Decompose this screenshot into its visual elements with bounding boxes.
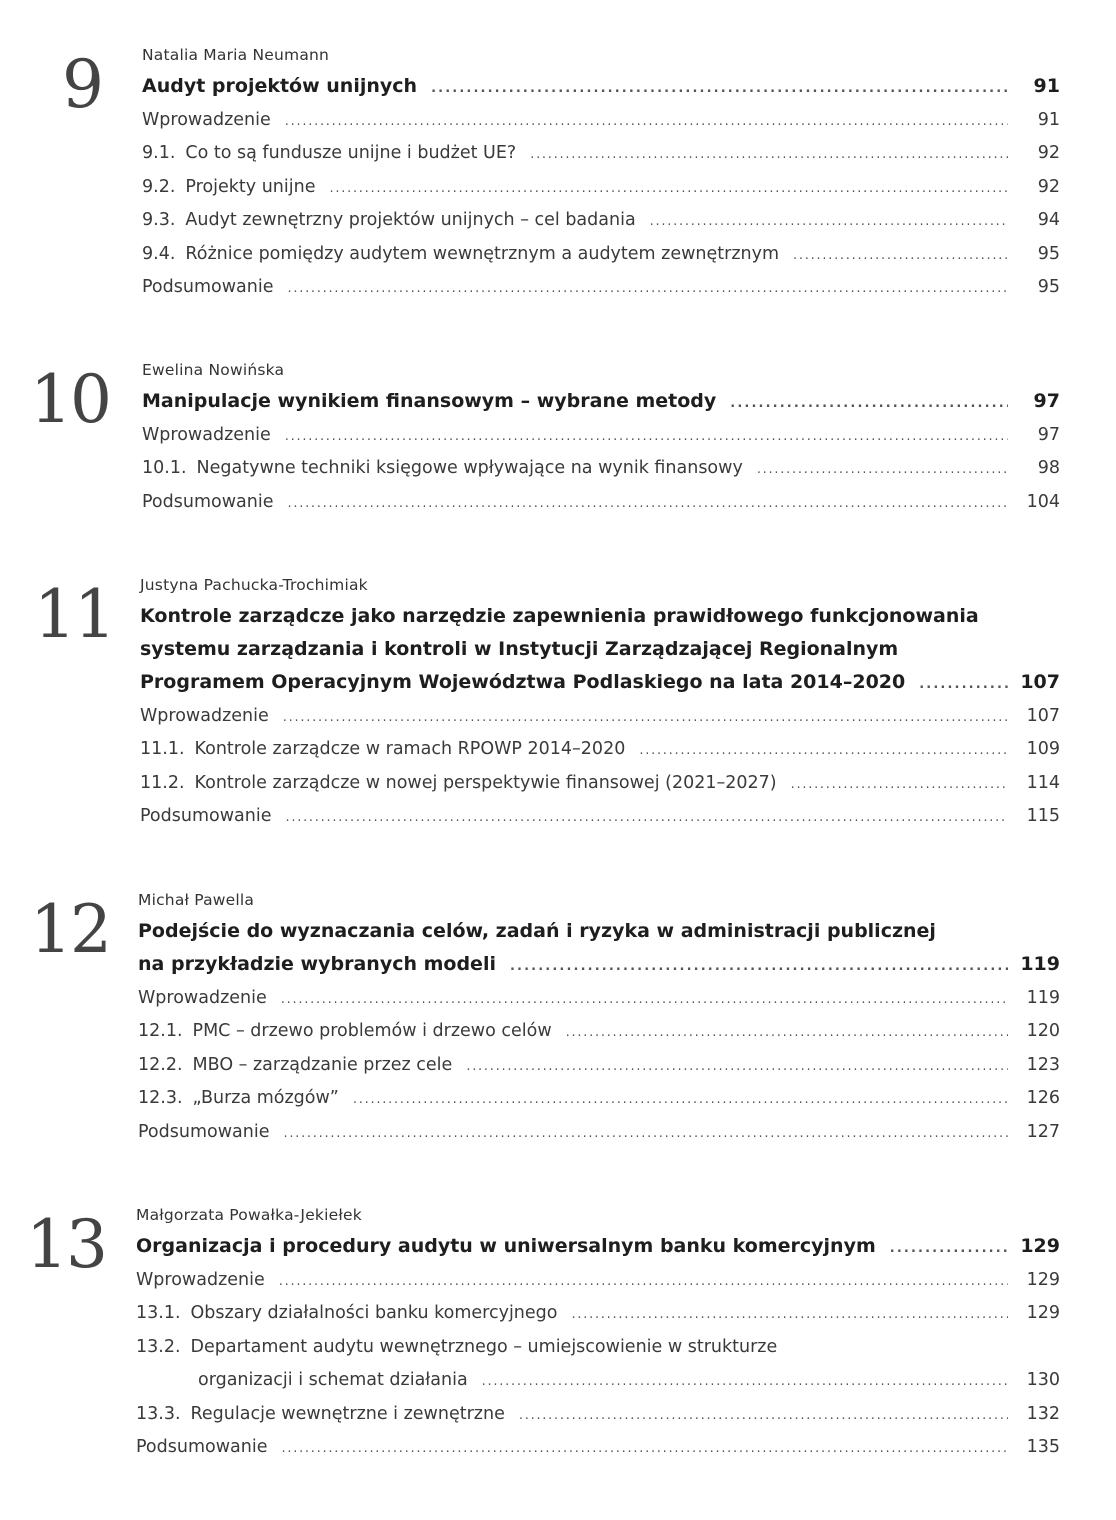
dot-leader — [571, 1298, 1008, 1332]
dot-leader — [329, 172, 1008, 206]
page-number: 107 — [1026, 705, 1060, 726]
dot-leader — [791, 768, 1008, 802]
toc-entry-label: Podsumowanie — [138, 1121, 270, 1142]
page-number: 127 — [1026, 1121, 1060, 1142]
page-number: 92 — [1037, 176, 1060, 197]
toc-entry-label: Negatywne techniki księgowe wpływające na wynik finansowy — [196, 458, 743, 478]
dot-leader — [279, 1265, 1008, 1299]
page-number: 95 — [1037, 277, 1060, 297]
toc-entry-label: Wprowadzenie — [138, 987, 267, 1008]
dot-leader — [285, 801, 1008, 835]
chapter-title-label: Manipulacje wynikiem finansowym – wybrane metody — [142, 390, 717, 412]
toc-entry-label: „Burza mózgów” — [192, 1088, 339, 1108]
section-number: 11.2. — [140, 772, 185, 793]
page-number: 95 — [1037, 243, 1060, 264]
dot-leader — [919, 668, 1008, 702]
dot-leader — [510, 950, 1008, 984]
toc-entry[interactable] — [140, 767, 1060, 801]
dot-leader — [281, 1432, 1008, 1466]
section-number: 10.1. — [142, 458, 187, 478]
section-number: 12.2. — [138, 1054, 183, 1075]
toc-entry[interactable] — [136, 1431, 1060, 1465]
toc-entry-label: MBO – zarządzanie przez cele — [192, 1054, 453, 1075]
toc-entry[interactable] — [142, 238, 1060, 272]
chapter-title[interactable] — [142, 385, 1060, 419]
chapter-title-label: na przykładzie wybranych modeli — [138, 953, 496, 975]
toc-entry[interactable] — [140, 800, 1060, 834]
dot-leader — [431, 72, 1008, 106]
dot-leader — [730, 387, 1008, 421]
toc-entry-label: Różnice pomiędzy audytem wewnętrznym a audytem zewnętrznym — [185, 243, 780, 264]
section-number: 9.1. — [142, 143, 176, 163]
toc-entry[interactable] — [136, 1297, 1060, 1331]
toc-entry[interactable] — [142, 171, 1060, 205]
chapter-author: Michał Pawella — [138, 891, 255, 909]
section-number: 13.3. — [136, 1403, 181, 1424]
dot-leader — [639, 734, 1008, 768]
page-number: 107 — [1020, 671, 1060, 693]
page-number: 132 — [1026, 1403, 1060, 1424]
chapter-title[interactable] — [142, 70, 1060, 104]
chapter-title-text: Podejście do wyznaczania celów, zadań i ryzyka w administracji publicznej — [138, 920, 936, 942]
page-number: 130 — [1026, 1370, 1060, 1390]
toc-entry[interactable] — [142, 104, 1060, 138]
chapter-title-label: Programem Operacyjnym Województwa Podlaskiego na lata 2014–2020 — [140, 671, 906, 693]
chapter-content — [140, 570, 1060, 834]
toc-entry-label: Wprowadzenie — [142, 109, 271, 130]
section-number: 9.3. — [142, 210, 176, 230]
page-number: 119 — [1020, 953, 1060, 975]
toc-entry[interactable] — [140, 733, 1060, 767]
page-number: 135 — [1026, 1437, 1060, 1457]
chapter-number: 9 — [62, 46, 102, 123]
dot-leader — [530, 138, 1008, 172]
section-number: 13.2. — [136, 1336, 181, 1357]
toc-entry[interactable] — [142, 419, 1060, 453]
chapter-content — [138, 885, 1060, 1149]
page-number: 91 — [1037, 109, 1060, 130]
toc-entry-continued-label: organizacji i schemat działania — [198, 1370, 468, 1390]
page-number: 119 — [1026, 987, 1060, 1008]
dot-leader — [482, 1365, 1008, 1399]
section-number: 12.1. — [138, 1021, 183, 1041]
page-number: 109 — [1026, 739, 1060, 759]
page-number: 97 — [1037, 424, 1060, 445]
dot-leader — [287, 272, 1008, 306]
chapter-title-line — [140, 633, 1060, 666]
chapter-number: 10 — [30, 361, 110, 438]
toc-entry-label: Regulacje wewnętrzne i zewnętrzne — [190, 1403, 505, 1424]
chapter-title[interactable] — [136, 1230, 1060, 1264]
section-number: 12.3. — [138, 1088, 183, 1108]
toc-entry-label: Podsumowanie — [140, 806, 272, 826]
page-number: 97 — [1033, 390, 1060, 412]
chapter-title[interactable] — [140, 666, 1060, 700]
chapter-title-text: Kontrole zarządcze jako narzędzie zapewnienia prawidłowego funkcjonowania — [140, 605, 979, 627]
chapter-title-label: Organizacja i procedury audytu w uniwersalnym banku komercyjnym — [136, 1235, 876, 1257]
toc-entry[interactable] — [136, 1398, 1060, 1432]
page-number: 94 — [1037, 210, 1060, 230]
chapter-number: 13 — [26, 1206, 106, 1283]
page-number: 126 — [1026, 1088, 1060, 1108]
toc-entry[interactable] — [136, 1331, 1060, 1365]
chapter-content — [142, 40, 1060, 305]
toc-entry[interactable] — [142, 137, 1060, 171]
chapter-number: 11 — [34, 576, 114, 653]
page-number: 123 — [1026, 1054, 1060, 1075]
toc-entry[interactable] — [138, 982, 1060, 1016]
chapter-number: 12 — [30, 891, 110, 968]
toc-entry-label: Podsumowanie — [142, 491, 274, 512]
toc-entry-label: PMC – drzewo problemów i drzewo celów — [192, 1021, 552, 1041]
page-number: 91 — [1033, 75, 1060, 97]
toc-entry[interactable] — [138, 1015, 1060, 1049]
dot-leader — [466, 1050, 1008, 1084]
section-number: 9.4. — [142, 243, 176, 264]
dot-leader — [287, 487, 1008, 521]
page-number: 115 — [1026, 806, 1060, 826]
page-number: 104 — [1026, 491, 1060, 512]
page-number: 114 — [1026, 772, 1060, 793]
toc-entry-label: Kontrole zarządcze w nowej perspektywie finansowej (2021–2027) — [194, 772, 777, 793]
toc-entry-label: Co to są fundusze unijne i budżet UE? — [185, 143, 517, 163]
toc-entry-label: Departament audytu wewnętrznego – umiejscowienie w strukturze — [190, 1336, 778, 1357]
toc-entry-label: Podsumowanie — [136, 1437, 268, 1457]
dot-leader — [650, 205, 1008, 239]
chapter-title[interactable] — [138, 948, 1060, 982]
toc-entry-label: Wprowadzenie — [136, 1269, 265, 1290]
page-number: 120 — [1026, 1021, 1060, 1041]
dot-leader — [283, 701, 1008, 735]
page-number: 129 — [1020, 1235, 1060, 1257]
toc-entry-label: Wprowadzenie — [142, 424, 271, 445]
page-number: 98 — [1037, 458, 1060, 478]
toc-entry-label: Obszary działalności banku komercyjnego — [190, 1303, 558, 1323]
toc-entry-label: Kontrole zarządcze w ramach RPOWP 2014–2020 — [194, 739, 626, 759]
toc-entry-continued[interactable] — [136, 1364, 1060, 1398]
section-number: 11.1. — [140, 739, 185, 759]
toc-entry[interactable] — [142, 486, 1060, 520]
toc-entry[interactable] — [140, 700, 1060, 734]
dot-leader — [285, 420, 1008, 454]
section-number: 13.1. — [136, 1303, 181, 1323]
dot-leader — [353, 1083, 1008, 1117]
toc-entry-label: Wprowadzenie — [140, 705, 269, 726]
chapter-content — [136, 1200, 1060, 1465]
chapter-author: Małgorzata Powałka-Jekiełek — [136, 1206, 362, 1224]
toc-entry[interactable] — [142, 204, 1060, 238]
dot-leader — [519, 1399, 1008, 1433]
dot-leader — [793, 239, 1008, 273]
dot-leader — [890, 1232, 1008, 1266]
page-number: 129 — [1026, 1303, 1060, 1323]
toc-entry[interactable] — [138, 1049, 1060, 1083]
toc-entry[interactable] — [136, 1264, 1060, 1298]
chapter-content — [142, 355, 1060, 519]
dot-leader — [283, 1117, 1008, 1151]
dot-leader — [281, 983, 1008, 1017]
chapter-title-text: systemu zarządzania i kontroli w Instytucji Zarządzającej Regionalnym — [140, 638, 899, 660]
dot-leader — [566, 1016, 1008, 1050]
toc-entry-label: Audyt zewnętrzny projektów unijnych – cel badania — [185, 210, 636, 230]
toc-entry[interactable] — [138, 1116, 1060, 1150]
section-number: 9.2. — [142, 176, 176, 197]
chapter-author: Ewelina Nowińska — [142, 361, 285, 379]
chapter-title-line — [138, 915, 1060, 948]
toc-entry-label: Podsumowanie — [142, 277, 274, 297]
dot-leader — [285, 105, 1008, 139]
chapter-author: Justyna Pachucka-Trochimiak — [140, 576, 368, 594]
toc-entry-label: Projekty unijne — [185, 176, 316, 197]
toc-entry[interactable] — [138, 1082, 1060, 1116]
page-number: 92 — [1037, 143, 1060, 163]
toc-entry[interactable] — [142, 452, 1060, 486]
page-number: 129 — [1026, 1269, 1060, 1290]
chapter-title-line — [140, 600, 1060, 633]
chapter-title-label: Audyt projektów unijnych — [142, 75, 418, 97]
chapter-author: Natalia Maria Neumann — [142, 46, 330, 64]
dot-leader — [757, 453, 1008, 487]
toc-entry[interactable] — [142, 271, 1060, 305]
